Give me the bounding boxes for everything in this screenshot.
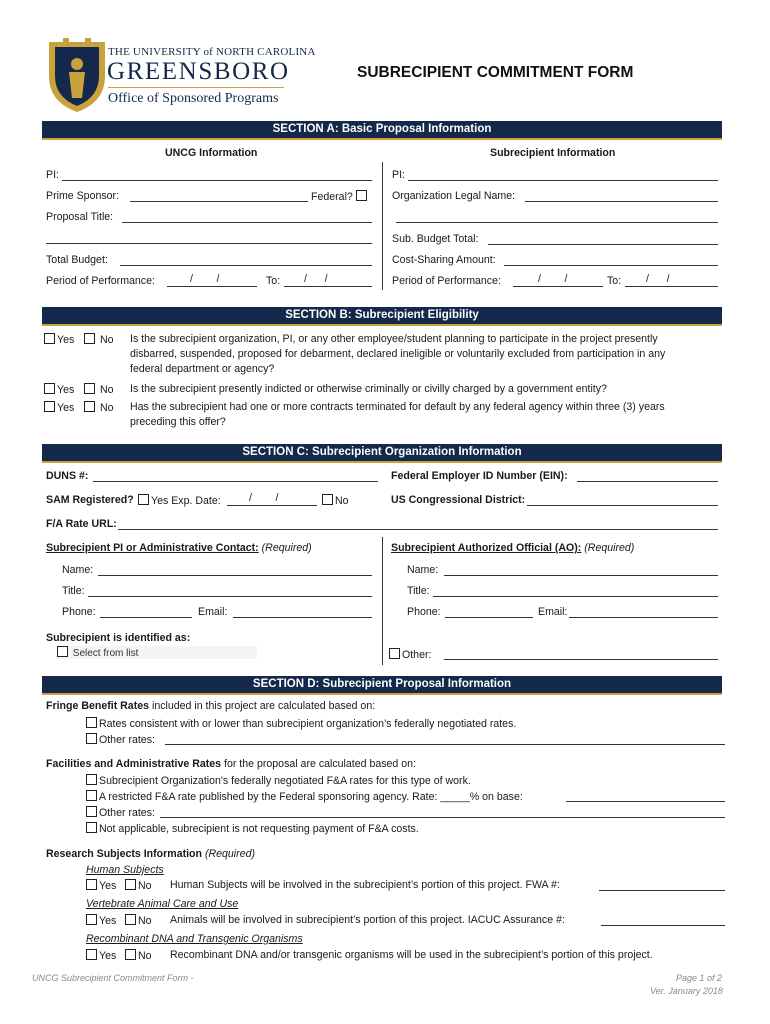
- q1-line-2: disbarred, suspended, proposed for debarment, declared ineligible or voluntarily excluded from participation in any: [130, 348, 666, 360]
- identified-as-label: Subrecipient is identified as:: [46, 632, 191, 644]
- animal-no-checkbox[interactable]: [125, 914, 136, 925]
- prime-sponsor-field[interactable]: [130, 201, 308, 202]
- footer-page-number: Page 1 of 2: [676, 973, 723, 983]
- ao-email-field[interactable]: [569, 617, 718, 618]
- sam-yes-checkbox[interactable]: [138, 494, 149, 505]
- q1-line-3: federal department or agency?: [130, 363, 275, 375]
- iacuc-field[interactable]: [601, 925, 725, 926]
- yes-label: Yes: [57, 384, 75, 396]
- q1-no-option[interactable]: [84, 333, 114, 347]
- section-d-header: SECTION D: Subrecipient Proposal Information: [42, 676, 722, 695]
- footer-version: Ver. January 2018: [650, 986, 723, 996]
- human-yes-checkbox[interactable]: [86, 879, 97, 890]
- sub-period-start-field[interactable]: [513, 286, 603, 287]
- dna-question: Recombinant DNA and/or transgenic organisms will be used in the subrecipient’s portion of this project.: [170, 949, 653, 961]
- other-checkbox[interactable]: [389, 648, 400, 659]
- ao-name-label: Name:: [407, 564, 439, 576]
- no-label: No: [99, 402, 114, 414]
- total-budget-field[interactable]: [120, 265, 372, 266]
- identified-as-select[interactable]: [57, 646, 257, 659]
- fa-option-1-label: Subrecipient Organization's federally negotiated F&A rates for this type of work.: [99, 775, 471, 787]
- dna-yes-option[interactable]: [86, 949, 116, 963]
- cost-sharing-label: Cost-Sharing Amount:: [392, 254, 496, 266]
- sam-yes-option[interactable]: [138, 494, 221, 508]
- period-end-field[interactable]: [284, 286, 372, 287]
- fa-option-4-label: Not applicable, subrecipient is not requesting payment of F&A costs.: [99, 823, 419, 835]
- pi-email-field[interactable]: [233, 617, 372, 618]
- ao-phone-field[interactable]: [445, 617, 533, 618]
- section-b-header: SECTION B: Subrecipient Eligibility: [42, 307, 722, 326]
- no-label: No: [99, 334, 114, 346]
- sam-registered-label: SAM Registered?: [46, 494, 134, 506]
- q1-yes-option[interactable]: [44, 333, 74, 347]
- pi-contact-heading: [46, 542, 312, 555]
- fwa-number-field[interactable]: [599, 890, 725, 891]
- proposal-title-field-2[interactable]: [46, 243, 372, 244]
- fringe-heading: [46, 700, 375, 713]
- fa-option-1-checkbox[interactable]: [86, 774, 97, 785]
- pi-title-label: Title:: [62, 585, 85, 597]
- period-end-slashes: / /: [304, 273, 328, 285]
- ein-field[interactable]: [577, 481, 718, 482]
- research-subjects-title: Research Subjects Information: [46, 848, 203, 860]
- ao-title: Subrecipient Authorized Official (AO):: [391, 542, 582, 554]
- animal-no-option[interactable]: [125, 914, 152, 928]
- q3-no-checkbox[interactable]: [84, 401, 95, 412]
- animal-yes-option[interactable]: [86, 914, 116, 928]
- period-start-slashes: / /: [190, 273, 220, 285]
- prime-sponsor-label: Prime Sponsor:: [46, 190, 120, 202]
- fa-option-3-checkbox[interactable]: [86, 806, 97, 817]
- fa-desc: for the proposal are calculated based on:: [221, 758, 416, 770]
- proposal-title-label: Proposal Title:: [46, 211, 114, 223]
- pi-name-label: Name:: [62, 564, 94, 576]
- fa-base-field[interactable]: [566, 801, 725, 802]
- pi-title-field[interactable]: [88, 596, 372, 597]
- university-line: THE UNIVERSITY of NORTH CAROLINA: [108, 46, 316, 58]
- fringe-option-2[interactable]: [86, 733, 155, 747]
- federal-label: Federal?: [311, 191, 353, 203]
- duns-label: DUNS #:: [46, 470, 89, 482]
- research-subjects-heading: [46, 848, 255, 861]
- sub-period-start-slashes: / /: [538, 273, 568, 285]
- section-a-divider: [382, 162, 383, 290]
- q3-line-2: preceding this offer?: [130, 416, 226, 428]
- footer-form-name: UNCG Subrecipient Commitment Form -: [32, 973, 194, 983]
- pi-email-label: Email:: [198, 606, 228, 618]
- animal-question: Animals will be involved in subrecipient’s portion of this project. IACUC Assurance #:: [170, 914, 565, 926]
- fringe-option-1-checkbox[interactable]: [86, 717, 97, 728]
- ao-email-label: Email:: [538, 606, 568, 618]
- no-label: No: [138, 950, 152, 962]
- section-a-header: SECTION A: Basic Proposal Information: [42, 121, 722, 140]
- fa-option-2[interactable]: [86, 790, 523, 804]
- ao-title-field[interactable]: [433, 596, 718, 597]
- yes-label: Yes: [57, 334, 75, 346]
- q1-no-checkbox[interactable]: [84, 333, 95, 344]
- congressional-district-field[interactable]: [527, 505, 718, 506]
- congressional-district-label: US Congressional District:: [391, 494, 526, 506]
- fa-option-3-label: Other rates:: [99, 807, 155, 819]
- form-title: SUBRECIPIENT COMMITMENT FORM: [357, 64, 634, 81]
- sam-no-checkbox[interactable]: [322, 494, 333, 505]
- fa-option-2-label: A restricted F&A rate published by the Federal sponsoring agency. Rate: _____% on base:: [99, 791, 523, 803]
- greensboro-wordmark: GREENSBORO: [107, 58, 290, 85]
- q3-yes-option[interactable]: [44, 401, 74, 415]
- q3-yes-checkbox[interactable]: [44, 401, 55, 412]
- yes-label: Yes: [99, 950, 117, 962]
- pi-phone-field[interactable]: [100, 617, 192, 618]
- fa-option-3[interactable]: [86, 806, 155, 820]
- other-field[interactable]: [444, 659, 718, 660]
- federal-checkbox-group[interactable]: [311, 190, 369, 204]
- sub-budget-field[interactable]: [488, 244, 718, 245]
- no-label: No: [99, 384, 114, 396]
- cost-sharing-field[interactable]: [504, 265, 718, 266]
- yes-label: Yes: [99, 915, 117, 927]
- uncg-seal-logo: [47, 36, 107, 114]
- sub-budget-label: Sub. Budget Total:: [392, 233, 479, 245]
- fa-option-4[interactable]: [86, 822, 419, 836]
- period-to-label: To:: [266, 275, 281, 287]
- org-legal-name-field-2[interactable]: [396, 222, 718, 223]
- ao-heading: [391, 542, 634, 555]
- fringe-option-2-label: Other rates:: [99, 734, 155, 746]
- section-c-header: SECTION C: Subrecipient Organization Information: [42, 444, 722, 463]
- human-subjects-question: Human Subjects will be involved in the subrecipient’s portion of this project. FWA #:: [170, 879, 560, 891]
- period-label: Period of Performance:: [46, 275, 155, 287]
- pi-phone-label: Phone:: [62, 606, 96, 618]
- sub-period-to-label: To:: [607, 275, 622, 287]
- ein-label: Federal Employer ID Number (EIN):: [391, 470, 568, 482]
- sam-no-option[interactable]: [322, 494, 349, 508]
- fringe-option-1[interactable]: [86, 717, 516, 731]
- other-option[interactable]: [389, 648, 431, 662]
- ao-name-field[interactable]: [444, 575, 718, 576]
- fa-rate-url-label: F/A Rate URL:: [46, 518, 117, 530]
- ao-phone-label: Phone:: [407, 606, 441, 618]
- sub-pi-field[interactable]: [408, 180, 718, 181]
- sub-period-end-slashes: / /: [646, 273, 670, 285]
- fa-option-1[interactable]: [86, 774, 471, 788]
- sub-period-label: Period of Performance:: [392, 275, 501, 287]
- animal-care-heading: Vertebrate Animal Care and Use: [86, 898, 239, 910]
- q2-yes-option[interactable]: [44, 383, 74, 397]
- select-placeholder: Select from list: [72, 648, 139, 659]
- q1-line-1: Is the subrecipient organization, PI, or any other employee/student planning to participate in the project presently: [130, 333, 658, 345]
- period-start-field[interactable]: [167, 286, 257, 287]
- sam-exp-date-field[interactable]: [227, 505, 317, 506]
- sub-period-end-field[interactable]: [625, 286, 718, 287]
- human-no-checkbox[interactable]: [125, 879, 136, 890]
- uncg-info-heading: UNCG Information: [165, 147, 258, 159]
- yes-label: Yes: [57, 402, 75, 414]
- org-legal-name-label: Organization Legal Name:: [392, 190, 516, 202]
- uncg-pi-field[interactable]: [62, 180, 372, 181]
- required-note: (Required): [202, 848, 256, 860]
- q2-yes-checkbox[interactable]: [44, 383, 55, 394]
- no-label: No: [335, 495, 349, 507]
- no-label: No: [138, 880, 152, 892]
- human-subjects-heading: Human Subjects: [86, 864, 164, 876]
- animal-yes-checkbox[interactable]: [86, 914, 97, 925]
- fa-title: Facilities and Administrative Rates: [46, 758, 222, 770]
- federal-checkbox[interactable]: [356, 190, 367, 201]
- subrecipient-info-heading: Subrecipient Information: [490, 147, 616, 159]
- duns-field[interactable]: [93, 481, 378, 482]
- fringe-title: Fringe Benefit Rates: [46, 700, 150, 712]
- fringe-other-field[interactable]: [165, 744, 725, 745]
- total-budget-label: Total Budget:: [46, 254, 108, 266]
- sam-yes-exp-label: Yes Exp. Date:: [151, 495, 221, 507]
- other-label: Other:: [402, 649, 432, 661]
- ao-title-label: Title:: [407, 585, 430, 597]
- org-legal-name-field[interactable]: [525, 201, 718, 202]
- yes-label: Yes: [99, 880, 117, 892]
- dna-no-option[interactable]: [125, 949, 152, 963]
- human-no-option[interactable]: [125, 879, 152, 893]
- sam-exp-slashes: / /: [249, 492, 279, 504]
- required-note: (Required): [261, 542, 312, 554]
- dna-no-checkbox[interactable]: [125, 949, 136, 960]
- logo-divider: [108, 87, 284, 88]
- q3-line-1: Has the subrecipient had one or more contracts terminated for default by any federal agency within three (3) years: [130, 401, 665, 413]
- dna-yes-checkbox[interactable]: [86, 949, 97, 960]
- fa-other-field[interactable]: [160, 817, 725, 818]
- q3-no-option[interactable]: [84, 401, 114, 415]
- fa-option-4-checkbox[interactable]: [86, 822, 97, 833]
- proposal-title-field[interactable]: [122, 222, 372, 223]
- section-c-divider: [382, 537, 383, 665]
- fa-option-2-checkbox[interactable]: [86, 790, 97, 801]
- fa-rate-url-field[interactable]: [118, 529, 718, 530]
- select-checkbox: [57, 646, 68, 657]
- q1-yes-checkbox[interactable]: [44, 333, 55, 344]
- q2-text: Is the subrecipient presently indicted or otherwise criminally or civilly charged by a government entity?: [130, 383, 607, 395]
- uncg-pi-label: PI:: [46, 169, 59, 181]
- q2-no-option[interactable]: [84, 383, 114, 397]
- fringe-option-1-label: Rates consistent with or lower than subrecipient organization’s federally negotiated rates.: [99, 718, 517, 730]
- office-name: Office of Sponsored Programs: [108, 91, 279, 106]
- fringe-desc: included in this project are calculated based on:: [149, 700, 376, 712]
- fringe-option-2-checkbox[interactable]: [86, 733, 97, 744]
- required-note: (Required): [584, 542, 635, 554]
- recombinant-dna-heading: Recombinant DNA and Transgenic Organisms: [86, 933, 303, 945]
- sub-pi-label: PI:: [392, 169, 405, 181]
- no-label: No: [138, 915, 152, 927]
- q2-no-checkbox[interactable]: [84, 383, 95, 394]
- human-yes-option[interactable]: [86, 879, 116, 893]
- pi-name-field[interactable]: [98, 575, 372, 576]
- fa-heading: [46, 758, 416, 771]
- pi-contact-title: Subrecipient PI or Administrative Contact:: [46, 542, 259, 554]
